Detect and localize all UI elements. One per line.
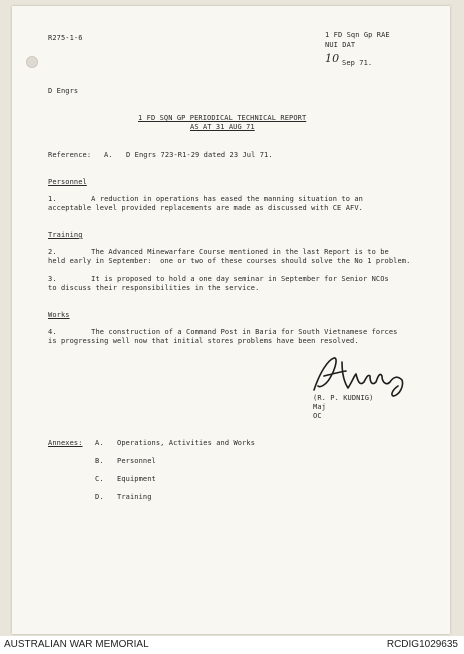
paragraph-2-line-2: held early in September: one or two of these courses should solve the No 1 problem. xyxy=(48,257,411,265)
unit-name: 1 FD Sqn Gp RAE xyxy=(325,31,390,39)
paragraph-3-line-2: to discuss their responsibilities in the service. xyxy=(48,284,260,292)
report-title: 1 FD SQN GP PERIODICAL TECHNICAL REPORT xyxy=(138,114,307,122)
works-heading: Works xyxy=(48,311,70,319)
training-heading: Training xyxy=(48,231,83,239)
annexes-label: Annexes: xyxy=(48,439,83,447)
handwritten-signature xyxy=(306,352,416,400)
paragraph-1-line-1: 1. A reduction in operations has eased the manning situation to an xyxy=(48,195,363,203)
paragraph-4-line-1: 4. The construction of a Command Post in Baria for South Vietnamese forces xyxy=(48,328,398,336)
annex-a-letter: A. xyxy=(95,439,104,447)
signatory-role: OC xyxy=(313,412,322,420)
date-month-year: Sep 71. xyxy=(342,59,373,67)
report-date: AS AT 31 AUG 71 xyxy=(190,123,255,131)
paragraph-2-line-1: 2. The Advanced Minewarfare Course mentioned in the last Report is to be xyxy=(48,248,389,256)
annex-d-title: Training xyxy=(117,493,152,501)
document-page xyxy=(12,6,450,634)
record-id: RCDIG1029635 xyxy=(386,639,458,650)
paragraph-3-line-1: 3. It is proposed to hold a one day seminar in September for Senior NCOs xyxy=(48,275,389,283)
archive-name: AUSTRALIAN WAR MEMORIAL xyxy=(4,639,149,650)
paragraph-1-line-2: acceptable level provided replacements are made as discussed with CE AFV. xyxy=(48,204,363,212)
reference-label: Reference: xyxy=(48,151,92,159)
addressee: D Engrs xyxy=(48,87,79,95)
reference-text: D Engrs 723-R1-29 dated 23 Jul 71. xyxy=(126,151,273,159)
location: NUI DAT xyxy=(325,41,356,49)
archive-footer xyxy=(0,636,464,654)
signatory-rank: Maj xyxy=(313,403,326,411)
annex-a-title: Operations, Activities and Works xyxy=(117,439,256,447)
reference-letter: A. xyxy=(104,151,113,159)
annex-c-letter: C. xyxy=(95,475,104,483)
signatory-name: (R. P. KUDNIG) xyxy=(313,394,374,402)
date-day-handwritten: 10 xyxy=(325,52,340,65)
annex-b-title: Personnel xyxy=(117,457,156,465)
annex-d-letter: D. xyxy=(95,493,104,501)
paragraph-4-line-2: is progressing well now that initial stores problems have been resolved. xyxy=(48,337,359,345)
file-reference: R275-1-6 xyxy=(48,34,83,42)
annex-c-title: Equipment xyxy=(117,475,156,483)
personnel-heading: Personnel xyxy=(48,178,87,186)
annex-b-letter: B. xyxy=(95,457,104,465)
punch-hole xyxy=(26,56,38,68)
